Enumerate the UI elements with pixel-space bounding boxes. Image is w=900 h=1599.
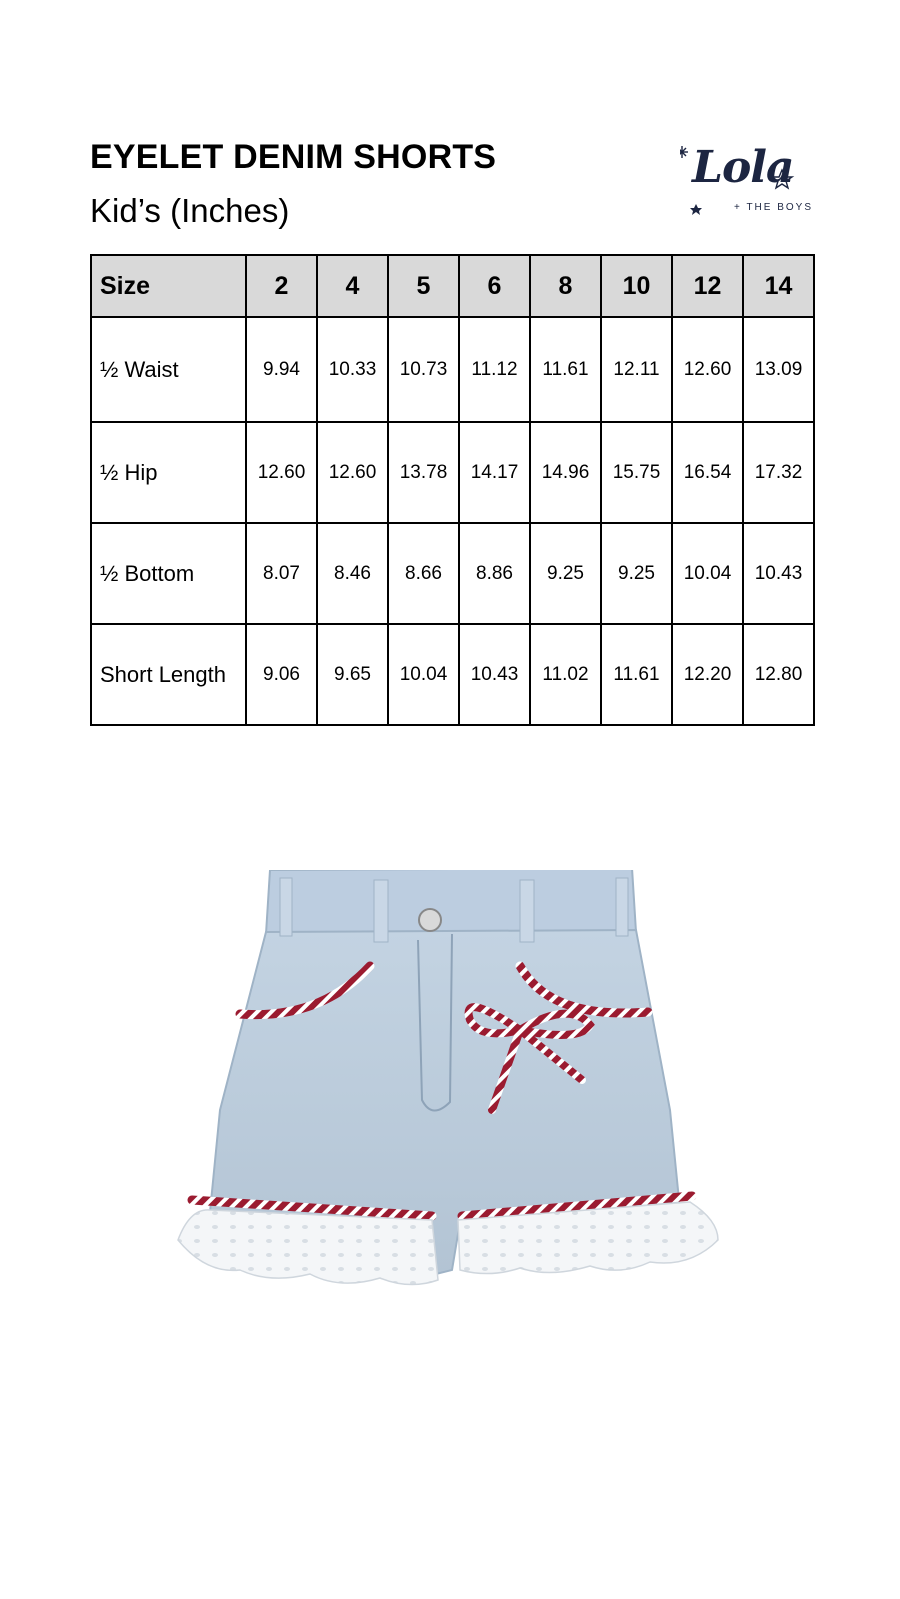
table-row (91, 624, 814, 725)
header-size: 10 (601, 255, 672, 317)
table-row (91, 422, 814, 523)
table-cell: 9.25 (530, 523, 601, 624)
row-label: ½ Waist (91, 317, 246, 422)
table-cell: 10.04 (388, 624, 459, 725)
table-cell: 12.60 (317, 422, 388, 523)
row-label: ½ Bottom (91, 523, 246, 624)
table-cell: 17.32 (743, 422, 814, 523)
table-cell: 10.43 (743, 523, 814, 624)
table-cell: 10.33 (317, 317, 388, 422)
denim-shorts-illustration (170, 870, 736, 1340)
header-size: 5 (388, 255, 459, 317)
table-cell: 8.07 (246, 523, 317, 624)
header-size: 4 (317, 255, 388, 317)
table-cell: 11.61 (601, 624, 672, 725)
table-cell: 14.17 (459, 422, 530, 523)
table-cell: 10.73 (388, 317, 459, 422)
row-label: ½ Hip (91, 422, 246, 523)
table-cell: 11.02 (530, 624, 601, 725)
brand-script: Lola (692, 142, 794, 193)
header-size: 12 (672, 255, 743, 317)
row-label: Short Length (91, 624, 246, 725)
table-cell: 10.04 (672, 523, 743, 624)
table-cell: 16.54 (672, 422, 743, 523)
table-cell: 10.43 (459, 624, 530, 725)
table-cell: 8.46 (317, 523, 388, 624)
table-cell: 13.09 (743, 317, 814, 422)
table-cell: 11.61 (530, 317, 601, 422)
table-cell: 9.94 (246, 317, 317, 422)
table-row (91, 523, 814, 624)
table-cell: 8.86 (459, 523, 530, 624)
page-subtitle: Kid’s (Inches) (90, 192, 290, 229)
table-cell: 14.96 (530, 422, 601, 523)
table-cell: 12.60 (246, 422, 317, 523)
table-cell: 12.20 (672, 624, 743, 725)
table-cell: 9.25 (601, 523, 672, 624)
table-cell: 8.66 (388, 523, 459, 624)
brand-logo (680, 140, 812, 224)
table-cell: 12.80 (743, 624, 814, 725)
table-cell: 12.60 (672, 317, 743, 422)
table-cell: 12.11 (601, 317, 672, 422)
page-title: EYELET DENIM SHORTS (90, 138, 497, 176)
table-cell: 9.65 (317, 624, 388, 725)
header-size: 6 (459, 255, 530, 317)
header-size: 2 (246, 255, 317, 317)
table-cell: 11.12 (459, 317, 530, 422)
header-size: 8 (530, 255, 601, 317)
size-chart-table (90, 254, 815, 726)
product-image (170, 870, 736, 1340)
header-size: 14 (743, 255, 814, 317)
table-cell: 13.78 (388, 422, 459, 523)
table-header-row (91, 255, 814, 317)
brand-tagline: + THE BOYS (734, 202, 814, 213)
table-cell: 15.75 (601, 422, 672, 523)
header-size-label: Size (91, 255, 246, 317)
table-row (91, 317, 814, 422)
table-cell: 9.06 (246, 624, 317, 725)
